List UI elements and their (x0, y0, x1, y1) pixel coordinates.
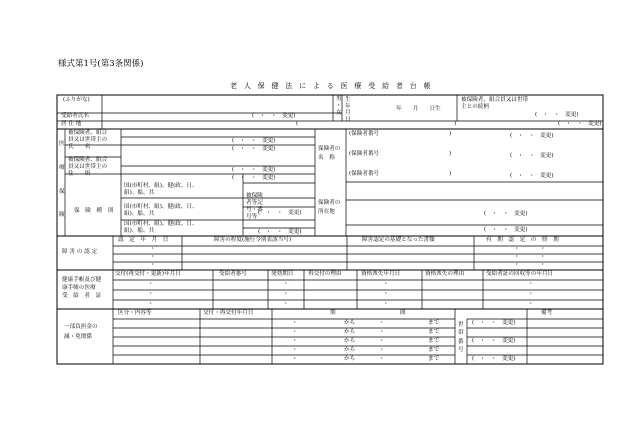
insurer-change-1: ( ・ ・ 変更) (510, 133, 554, 139)
type-option-2-l2: 組)、船、共 (124, 211, 155, 217)
period-to: まで (428, 347, 440, 353)
disability-dot: ・ (514, 246, 520, 252)
insured-name-change-1: ( ・ ・ 変更) (232, 138, 276, 144)
insured-name-l3: 氏 名 (68, 144, 91, 150)
household-change-2: ( ・ ・ 変更) (472, 338, 516, 344)
disability-h-date: 認 定 年 月 日 (118, 237, 169, 243)
type-option-2-l1: 国(市町村、組)、健(政、日、 (124, 204, 198, 210)
insurer-change-3: ( ・ ・ 変更) (510, 173, 554, 179)
certificate-label-l1: 健康手帳及び健 (62, 277, 102, 283)
certificate-label-l3: 受 給 者 証 (62, 293, 102, 299)
cert-h-reissue-reason: 再交付の理由 (308, 271, 342, 277)
burden-h-period-2: 間 (400, 310, 406, 316)
name-change-date: ( ・ ・ 変更) (252, 113, 296, 119)
birth-date: 年 月 日生 (396, 106, 441, 112)
symbol-change-2: ( ・ ・ 変更) (258, 229, 302, 235)
residence-label: 居 住 地 (61, 121, 82, 127)
period-dot: ・ (379, 329, 385, 335)
certificate-label-l2: 康手帳の医療 (62, 285, 96, 291)
insurer-number-3: (保険者番号 (349, 171, 380, 177)
period-to: まで (428, 320, 440, 326)
relation-change-date: ( ・ ・ 変更) (535, 112, 579, 118)
insurer-location-label: 保険者の所在地 (318, 200, 341, 215)
household-change-1: ( ・ ・ 変更) (472, 320, 516, 326)
cert-dot: ・ (383, 281, 389, 287)
period-dot: ・ (292, 356, 298, 362)
period-from: から (344, 347, 356, 353)
cert-dot: ・ (383, 291, 389, 297)
disability-dot: ・ (540, 262, 546, 268)
disability-h-docs: 障害認定の基礎となった書類 (362, 237, 435, 243)
period-from: から (344, 320, 356, 326)
disability-dot: ・ (514, 254, 520, 260)
insured-addr-l3: 住 所 (68, 171, 91, 177)
insurer-number-2: (保険者番号 (349, 151, 380, 157)
insured-name-change-2: ( ・ ・ 変更) (232, 146, 276, 152)
burden-label-l1: 一部負担金の (64, 324, 98, 330)
section-char-1: 医 (59, 141, 65, 147)
period-dot: ・ (379, 320, 385, 326)
cert-dot: ・ (148, 281, 154, 287)
period-dot: ・ (292, 329, 298, 335)
cert-dot: ・ (283, 281, 289, 287)
insured-symbol-label: 被保険者等記号・番号等 (246, 193, 263, 220)
type-option-3-l2: 組)、船、共 (124, 228, 155, 234)
location-change-2: ( ・ ・ 変更) (484, 227, 528, 233)
insured-name-l2: 員又は世帯主の (68, 137, 108, 143)
period-dot: ・ (292, 347, 298, 353)
cert-h-recovery: 受給者証の回収等の年月日 (486, 271, 554, 277)
period-from: から (344, 338, 356, 344)
insured-addr-change-2: ( ・ ・ 変更) (232, 175, 276, 181)
insurer-name-label: 保険者の名 称 (318, 146, 341, 161)
cert-h-loss-date: 資格喪失年月日 (361, 271, 401, 277)
cert-dot: ・ (148, 301, 154, 307)
disability-dot: ・ (540, 246, 546, 252)
period-dot: ・ (379, 338, 385, 344)
burden-h-period-1: 期 (330, 310, 336, 316)
period-to: まで (428, 338, 440, 344)
sex-dot: ・ (336, 103, 342, 109)
insured-addr-change-1: ( ・ ・ 変更) (232, 167, 276, 173)
household-number-label: 世帯番号 (458, 322, 464, 354)
type-option-1-l2: 組)、船、共 (124, 190, 155, 196)
insured-addr-l1: 被保険者、組合 (68, 157, 108, 163)
cert-h-number: 受給者番号 (219, 271, 247, 277)
burden-h-category: 区分・内容等 (118, 310, 152, 316)
section-char-3: 保 (59, 189, 65, 195)
period-dot: ・ (379, 347, 385, 353)
period-dot: ・ (292, 320, 298, 326)
insured-name-l1: 被保険者、組合 (68, 130, 108, 136)
section-char-2: 療 (59, 165, 65, 171)
location-change-1: ( ・ ・ 変更) (484, 211, 528, 217)
cert-dot: ・ (283, 291, 289, 297)
period-to: まで (428, 356, 440, 362)
disability-dot: ・ (514, 262, 520, 268)
insurer-number-3-close: ) (449, 171, 452, 177)
relation-label: 被保険者、組合員又は世帯主との続柄 (461, 97, 529, 111)
sex-female: 女 (336, 110, 342, 116)
household-change-3: ( ・ ・ 変更) (472, 356, 516, 362)
disability-dot: ・ (150, 254, 156, 260)
page-title: 老 人 保 健 法 に よ る 医 療 受 給 者 台 帳 (230, 82, 433, 90)
symbol-change-1: ( ・ ・ 変更) (258, 210, 302, 216)
cert-dot: ・ (283, 301, 289, 307)
disability-dot: ・ (540, 254, 546, 260)
period-dot: ・ (379, 356, 385, 362)
cert-h-loss-reason: 資格喪失の理由 (425, 271, 465, 277)
insurer-number-1-close: ) (449, 131, 452, 137)
sex-male: 男 (336, 96, 342, 102)
residence-paren-open: ( (296, 121, 299, 127)
type-option-1-l1: 国(市町村、組)、健(政、日、 (124, 183, 198, 189)
cert-dot: ・ (383, 301, 389, 307)
burden-h-notes: 備考 (541, 310, 553, 316)
recipient-name-label: 受給者氏名 (61, 113, 89, 119)
birth-label: 生年月日 (345, 97, 351, 124)
form-number: 様式第1号(第3条関係) (58, 59, 144, 69)
burden-label-l2: 減・免関係 (64, 334, 92, 340)
residence-paren-close: ) (454, 121, 457, 127)
insurance-type-label: 保 険 種 別 (74, 208, 114, 214)
disability-label: 障 害 の 認 定 (62, 249, 98, 255)
period-dot: ・ (292, 338, 298, 344)
insurer-number-2-close: ) (449, 151, 452, 157)
furigana-label: (ふりがな) (63, 97, 90, 103)
period-from: から (344, 329, 356, 335)
insurer-change-2: ( ・ ・ 変更) (510, 153, 554, 159)
disability-dot: ・ (150, 262, 156, 268)
cert-h-issue: 交付(再交付・更新)年月日 (115, 271, 181, 277)
residence-change-date: ( ・ ・ 変更) (558, 121, 602, 127)
burden-h-issue: 交付・再交付年月日 (203, 310, 254, 316)
disability-h-level: 障害の程度(施行令別表該当号) (214, 237, 292, 243)
type-option-3-l1: 国(市町村、組)、健(政、日、 (124, 221, 198, 227)
insurer-number-1: (保険者番号 (349, 131, 380, 137)
cert-dot: ・ (148, 291, 154, 297)
cert-h-effective: 発効期日 (271, 271, 294, 277)
cert-dot: ・ (528, 301, 534, 307)
cert-dot: ・ (528, 291, 534, 297)
disability-dot: ・ (150, 246, 156, 252)
cert-dot: ・ (528, 281, 534, 287)
section-char-4: 険 (59, 212, 65, 218)
insured-addr-l2: 員又は世帯主の (68, 164, 108, 170)
disability-h-term: 有 期 認 定 の 終 期 (486, 237, 559, 243)
period-from: から (344, 356, 356, 362)
period-to: まで (428, 329, 440, 335)
